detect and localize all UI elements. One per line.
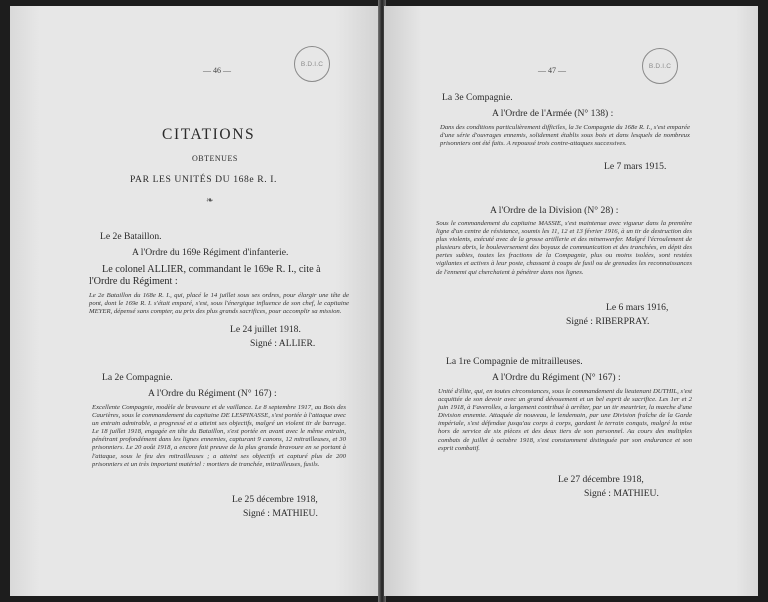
citation-text: Excellente Compagnie, modèle de bravoure et de vaillance. Le 8 septembre 1917, au Bois des Caurières, sous le commandement du capitaine DE LESPINASSE, s'est portée à l'attaque avec un entrain admirable, a progressé et a atteint ses objectifs, malgré un violent tir de barrage. Le 18 juillet 1918, engagée en tête du Bataillon, s'est portée en avant avec le même entrain, pénétrant profondément dans les lignes ennemies, capturant 9 canons, 12 mitrailleuses, et 30 prisonniers. Le 20 août 1918, a encore fait preuve de la plus grande bravoure en se portant à l'attaque, sous le feu des mitrailleuses ; a atteint ses objectifs et capturé plus de 200 prisonniers et un très important matériel : mortiers de tranchée, mitrailleuses, fusils. xyxy=(92,404,346,468)
citation-signature: Signé : ALLIER. xyxy=(250,338,316,349)
left-page xyxy=(10,6,380,596)
citation-text: Unité d'élite, qui, en toutes circonstances, sous le commandement du lieutenant DUTHIL, s'est acquittée de son devoir avec un grand dévouement et un bel esprit de sacrifice. Les 1er et 2 juin 1918, à Faverolles, a largement contribué à arrêter, par un tir meurtrier, la marche d'une Division ennemie. Attaquée de nouveau, le lendemain, par une Division fraîche de la Garde impériale, s'est défendue jusqu'au corps à corps, gardant le terrain conquis, malgré la mise hors de service de six pièces et des deux tiers de son personnel. Au cours des multiples combats de juillet à octobre 1918, s'est constamment distinguée par son endurance et son esprit combatif. xyxy=(438,388,692,452)
library-stamp: B.D.I.C xyxy=(294,46,330,82)
order-heading: A l'Ordre du 169e Régiment d'infanterie. xyxy=(132,247,289,258)
citation-text: Dans des conditions particulièrement difficiles, la 3e Compagnie du 168e R. I., s'est emparée d'une série d'ouvrages ennemis, solidement établis sous bois et dans lesquels de nombreux prisonniers ont été faits. A repoussé trois contre-attaques successives. xyxy=(440,124,690,148)
right-page xyxy=(384,6,758,596)
unit-heading: La 1re Compagnie de mitrailleuses. xyxy=(446,356,583,367)
subtitle-units: PAR LES UNITÉS DU 168e R. I. xyxy=(130,174,278,185)
page-number: — 47 — xyxy=(538,66,566,75)
library-stamp: B.D.I.C xyxy=(642,48,678,84)
citation-intro: Le colonel ALLIER, commandant le 169e R. I., cite à xyxy=(102,264,321,275)
citation-intro-cont: l'Ordre du Régiment : xyxy=(89,276,178,287)
citation-text: Le 2e Bataillon du 168e R. I., qui, placé le 14 juillet sous ses ordres, pour élargir une tête de pont, dont le 169e R. I. s'était emparé, s'est, sous l'énergique influence de son chef, le capitaine MEYER, dépensé sans compter, au prix des plus grands sacrifices, pour accomplir sa mission. xyxy=(89,292,349,316)
citation-date: Le 27 décembre 1918, xyxy=(558,474,644,485)
citation-date: Le 7 mars 1915. xyxy=(604,161,667,172)
citation-date: Le 25 décembre 1918, xyxy=(232,494,318,505)
order-heading: A l'Ordre du Régiment (N° 167) : xyxy=(148,388,277,399)
page-title: CITATIONS xyxy=(162,126,256,143)
ornament: ❧ xyxy=(206,196,214,206)
unit-heading: La 3e Compagnie. xyxy=(442,92,513,103)
unit-heading: Le 2e Bataillon. xyxy=(100,231,162,242)
citation-signature: Signé : RIBERPRAY. xyxy=(566,316,650,327)
unit-heading: La 2e Compagnie. xyxy=(102,372,173,383)
citation-date: Le 24 juillet 1918. xyxy=(230,324,301,335)
order-heading: A l'Ordre de la Division (N° 28) : xyxy=(490,205,619,216)
page-number: — 46 — xyxy=(203,66,231,75)
subtitle-obtenues: OBTENUES xyxy=(192,154,238,163)
citation-signature: Signé : MATHIEU. xyxy=(243,508,318,519)
citation-signature: Signé : MATHIEU. xyxy=(584,488,659,499)
order-heading: A l'Ordre de l'Armée (N° 138) : xyxy=(492,108,614,119)
citation-text: Sous le commandement du capitaine MASSIE, s'est maintenue avec vigueur dans la première ligne d'un centre de résistance, soumis les 11, 12 et 13 février 1916, à un tir de destruction des plus violents, exécuté avec de la grosse artillerie et des minenwerfer. Malgré l'écroulement de plusieurs abris, le bouleversement des boyaux de communication et des tranchées, en dépit des pertes subies, toutes les fractions de la Compagnie, plus ou moins isolées, sont restées vigilantes et actives à leur poste, chassant à coups de fusil ou de grenades les reconnaissances de l'ennemi qui cherchaient à pénétrer dans nos lignes. xyxy=(436,220,692,276)
order-heading: A l'Ordre du Régiment (N° 167) : xyxy=(492,372,621,383)
citation-date: Le 6 mars 1916, xyxy=(606,302,669,313)
